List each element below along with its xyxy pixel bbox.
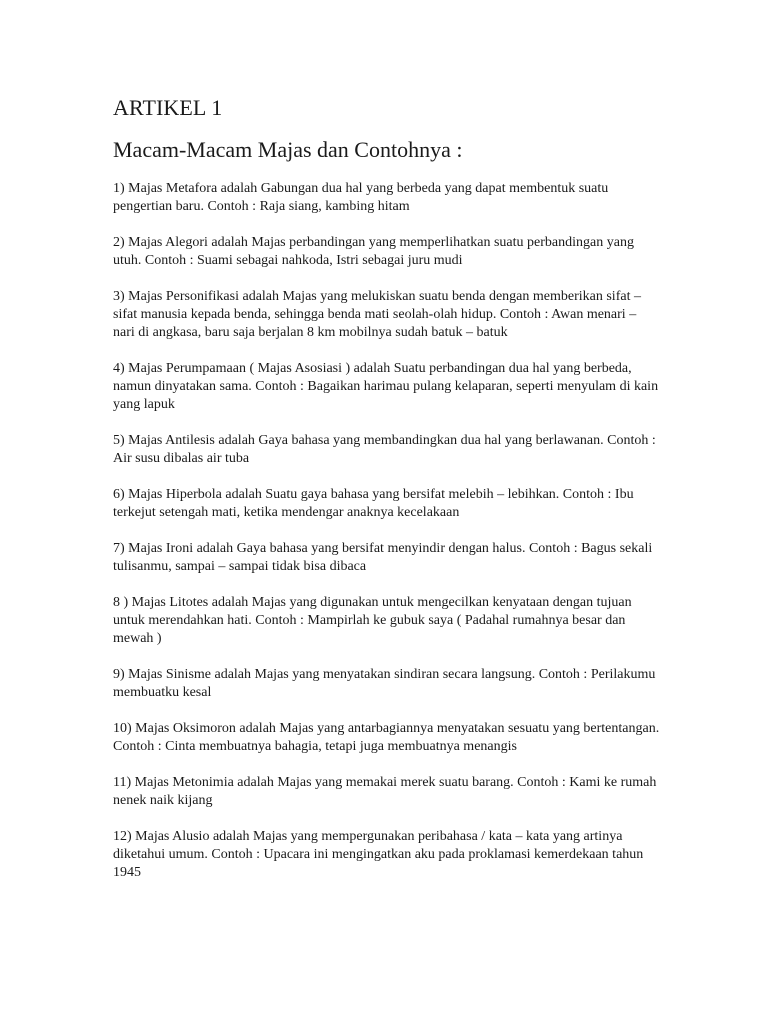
majas-list [113, 180, 661, 882]
list-item: 10) Majas Oksimoron adalah Majas yang antarbagiannya menyatakan sesuatu yang bertentangan. Contoh : Cinta membuatnya bahagia, tetapi juga membuatnya menangis [113, 721, 660, 754]
list-item: 11) Majas Metonimia adalah Majas yang memakai merek suatu barang. Contoh : Kami ke rumah nenek naik kijang [113, 775, 657, 808]
list-item: 6) Majas Hiperbola adalah Suatu gaya bahasa yang bersifat melebih – lebihkan. Contoh : Ibu terkejut setengah mati, ketika mendengar anaknya kecelakaan [113, 487, 634, 520]
list-item: 8 ) Majas Litotes adalah Majas yang digunakan untuk mengecilkan kenyataan dengan tujuan untuk merendahkan hati. Contoh : Mampirlah ke gubuk saya ( Padahal rumahnya besar dan mewah ) [113, 595, 632, 646]
list-item: 7) Majas Ironi adalah Gaya bahasa yang bersifat menyindir dengan halus. Contoh : Bagus sekali tulisanmu, sampai – sampai tidak bisa dibaca [113, 541, 653, 574]
article-title: ARTIKEL 1 [113, 95, 223, 120]
article-subtitle: Macam-Macam Majas dan Contohnya : [113, 137, 463, 162]
list-item: 9) Majas Sinisme adalah Majas yang menyatakan sindiran secara langsung. Contoh : Perilakumu membuatku kesal [113, 667, 656, 700]
list-item: 2) Majas Alegori adalah Majas perbandingan yang memperlihatkan suatu perbandingan yang utuh. Contoh : Suami sebagai nahkoda, Istri sebagai juru mudi [113, 235, 634, 268]
list-item: 3) Majas Personifikasi adalah Majas yang melukiskan suatu benda dengan memberikan sifat – sifat manusia kepada benda, sehingga benda mati seolah-olah hidup. Contoh : Awan menari – nari di angkasa, baru saja berjalan 8 km mobilnya sudah batuk – batuk [113, 289, 641, 340]
list-item: 5) Majas Antilesis adalah Gaya bahasa yang membandingkan dua hal yang berlawanan. Contoh : Air susu dibalas air tuba [113, 433, 656, 466]
list-item: 12) Majas Alusio adalah Majas yang mempergunakan peribahasa / kata – kata yang artinya diketahui umum. Contoh : Upacara ini mengingatkan aku pada proklamasi kemerdekaan tahun 1945 [113, 829, 644, 880]
list-item: 1) Majas Metafora adalah Gabungan dua hal yang berbeda yang dapat membentuk suatu pengertian baru. Contoh : Raja siang, kambing hitam [113, 181, 609, 214]
document-page [113, 94, 661, 900]
list-item: 4) Majas Perumpamaan ( Majas Asosiasi ) adalah Suatu perbandingan dua hal yang berbeda, namun dinyatakan sama. Contoh : Bagaikan harimau pulang kelaparan, seperti menyulam di kain yang lapuk [113, 361, 659, 412]
